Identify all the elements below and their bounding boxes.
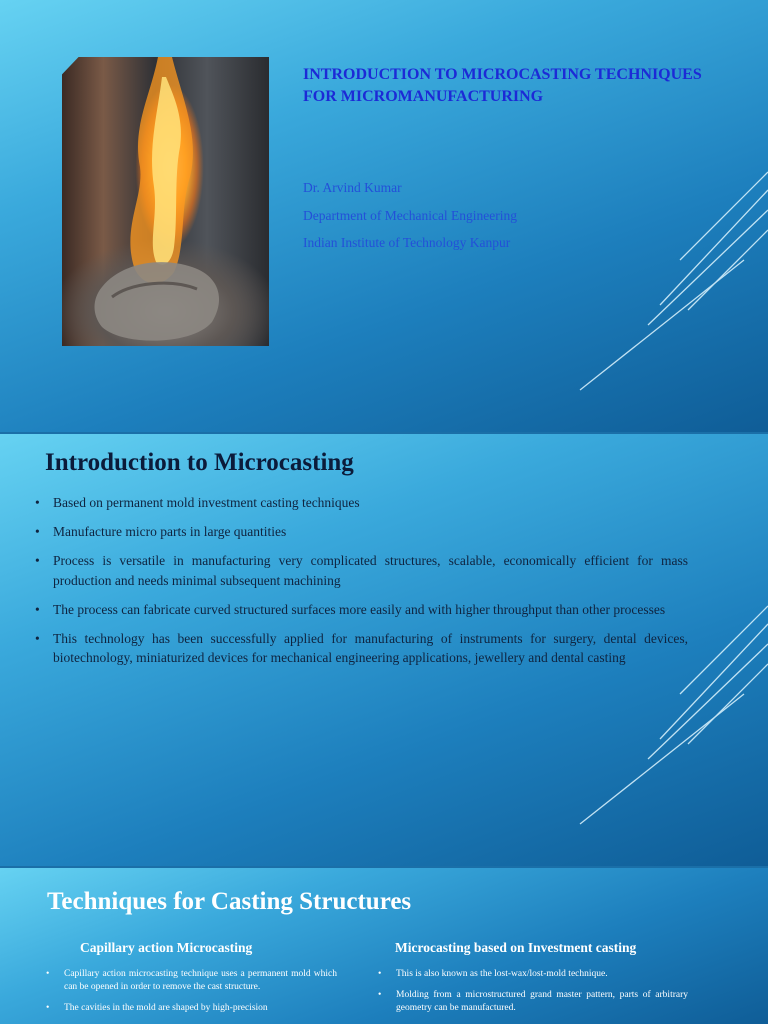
techniques-slide: [0, 868, 768, 1024]
author-department: Department of Mechanical Engineering: [303, 207, 518, 223]
list-item: • Capillary action microcasting technique uses a permanent mold which can be opened in order to remove the cast structure.: [46, 968, 337, 994]
list-item: • This is also known as the lost-wax/lost-mold technique.: [378, 968, 688, 981]
slide-title: Introduction to Microcasting: [45, 449, 354, 476]
list-item: • The process can fabricate curved structured surfaces more easily and with higher throughput than other processes: [35, 600, 688, 620]
right-bullet-list: [378, 968, 688, 1023]
author-institute: Indian Institute of Technology Kanpur: [303, 235, 511, 250]
list-item: • Molding from a microstructured grand master pattern, parts of arbitrary geometry can be manufactured.: [378, 989, 688, 1015]
list-item: • This technology has been successfully applied for manufacturing of instruments for surgery, dental devices, biotechnology, miniaturized devices for mechanical engineering applications, jewellery and dental casting: [35, 629, 688, 668]
bullet-list: [35, 493, 688, 677]
left-column-heading: Capillary action Microcasting: [80, 940, 253, 955]
title-slide: [0, 0, 768, 432]
author-block: [303, 178, 517, 261]
list-item: • Process is versatile in manufacturing very complicated structures, scalable, economically efficient for mass production and needs minimal subsequent machining: [35, 551, 688, 590]
presentation-title: INTRODUCTION TO MICROCASTING TECHNIQUES FOR MICROMANUFACTURING: [303, 66, 702, 105]
list-item: • Based on permanent mold investment casting techniques: [35, 493, 688, 513]
author-name: Dr. Arvind Kumar: [303, 180, 402, 195]
fire-icon: [62, 57, 269, 346]
list-item: • The cavities in the mold are shaped by high-precision: [46, 1002, 337, 1015]
right-column-heading: Microcasting based on Investment casting: [395, 940, 637, 955]
slide-title: Techniques for Casting Structures: [47, 888, 412, 915]
list-item: • Manufacture micro parts in large quantities: [35, 522, 688, 542]
molten-metal-photo: [62, 57, 269, 346]
intro-slide: [0, 434, 768, 866]
left-bullet-list: [46, 968, 337, 1023]
